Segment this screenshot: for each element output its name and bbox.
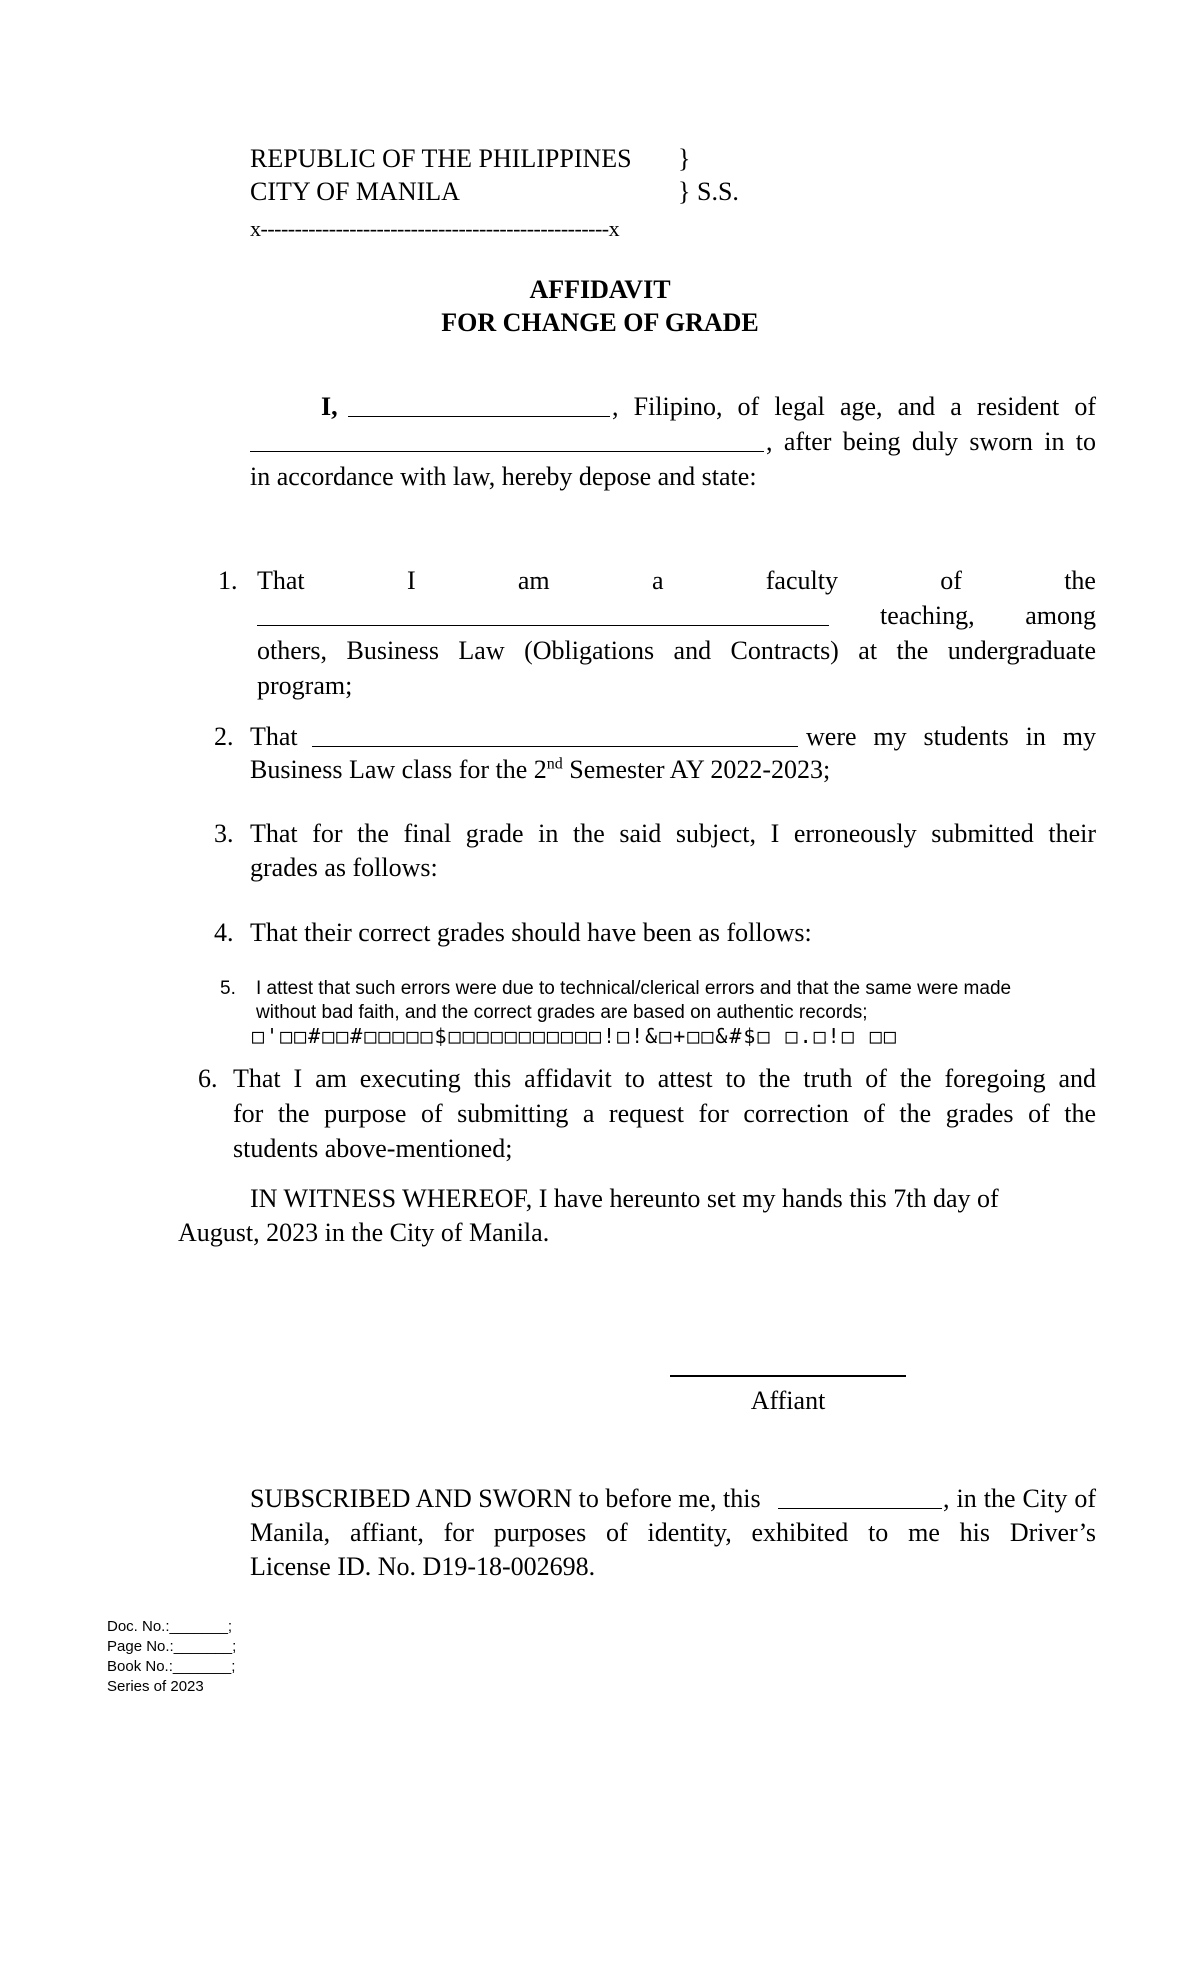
item1-word-a: a (651, 566, 664, 595)
jurat-line-1 (250, 1482, 1096, 1516)
title-subtitle: FOR CHANGE OF GRADE (441, 308, 759, 337)
date-blank (778, 1486, 942, 1509)
item1-word-the: the (1064, 566, 1096, 595)
item2-number: 2. (214, 722, 234, 751)
jurat-pre: SUBSCRIBED AND SWORN to before me, this (250, 1484, 761, 1513)
item5-line-2: without bad faith, and the correct grades are based on authentic records; (256, 1002, 868, 1023)
affiant-name-blank (348, 394, 610, 417)
venue-republic-brace: } (678, 144, 691, 173)
venue-city: CITY OF MANILA (250, 177, 460, 206)
jurat-line-3: License ID. No. D19-18-002698. (250, 1552, 596, 1581)
item2-line-2 (250, 753, 830, 787)
series-year: Series of 2023 (107, 1678, 204, 1695)
jurat-post: , in the City of (943, 1484, 1096, 1513)
jurat-line-2: Manila, affiant, for purposes of identity, exhibited to me his Driver’s (250, 1518, 1096, 1547)
venue-city-brace: } S.S. (678, 177, 739, 206)
item4-line-1: That their correct grades should have been as follows: (250, 918, 812, 947)
item6-line-1: That I am executing this affidavit to attest to the truth of the foregoing and (233, 1064, 1096, 1093)
item1-line-2 (257, 599, 1096, 633)
witness-line-2: August, 2023 in the City of Manila. (178, 1218, 550, 1247)
intro-after-name: , Filipino, of legal age, and a resident of (612, 392, 1096, 421)
signature-line (670, 1375, 906, 1377)
item1-number: 1. (218, 566, 238, 595)
item1-word-of: of (940, 566, 962, 595)
intro-i: I, (321, 392, 338, 421)
item4-number: 4. (214, 918, 234, 947)
item1-among: among (1025, 601, 1096, 630)
intro-after-residence: , after being duly sworn in to (766, 427, 1096, 456)
item3-number: 3. (214, 819, 234, 848)
venue-republic: REPUBLIC OF THE PHILIPPINES (250, 144, 632, 173)
affiant-label: Affiant (750, 1386, 826, 1415)
venue-republic-line (250, 142, 750, 176)
item6-line-3: students above-mentioned; (233, 1134, 513, 1163)
venue-city-line (250, 175, 750, 209)
item2-line2-pre: Business Law class for the 2 (250, 755, 547, 784)
item5-line-1: I attest that such errors were due to technical/clerical errors and that the same were made (256, 978, 1012, 999)
item6-number: 6. (198, 1064, 218, 1093)
item6-line-2: for the purpose of submitting a request for correction of the grades of the (233, 1099, 1096, 1128)
item5-garbled-text: □'□□#□□#□□□□□$□□□□□□□□□□□!□!&□+□□&#$□ □.□!□ □□ (252, 1024, 898, 1048)
item2-after-blank: were my students in my (806, 722, 1096, 751)
item1-word-i: I (406, 566, 416, 595)
item2-that: That (250, 722, 298, 751)
title-affidavit: AFFIDAVIT (529, 275, 671, 304)
witness-line-1: IN WITNESS WHEREOF, I have hereunto set my hands this 7th day of (250, 1184, 999, 1213)
page-no: Page No.:_______; (107, 1638, 237, 1655)
intro-line-1 (250, 390, 1096, 424)
institution-blank (257, 603, 829, 626)
item3-line-1: That for the final grade in the said subject, I erroneously submitted their (250, 819, 1096, 848)
intro-line-2 (250, 425, 1096, 459)
item1-word-am: am (517, 566, 550, 595)
book-no: Book No.:_______; (107, 1658, 236, 1675)
item2-line2-post: Semester AY 2022-2023; (562, 755, 831, 784)
item2-line-1 (250, 720, 1096, 754)
item3-line-2: grades as follows: (250, 853, 438, 882)
residence-blank (250, 429, 764, 452)
item1-line-3: others, Business Law (Obligations and Contracts) at the undergraduate (257, 636, 1096, 665)
item1-word-faculty: faculty (765, 566, 838, 595)
intro-line-3: in accordance with law, hereby depose and state: (250, 462, 757, 491)
students-blank (312, 724, 798, 747)
doc-no: Doc. No.:_______; (107, 1618, 233, 1635)
item2-line2-sup: nd (546, 755, 563, 773)
item1-teaching: teaching, (880, 601, 975, 630)
item1-line-1 (257, 564, 1096, 598)
item1-line-4: program; (257, 671, 353, 700)
venue-separator: x---------------------------------------------------x (250, 216, 620, 241)
item5-number: 5. (220, 978, 236, 999)
item1-word-that: That (257, 566, 305, 595)
